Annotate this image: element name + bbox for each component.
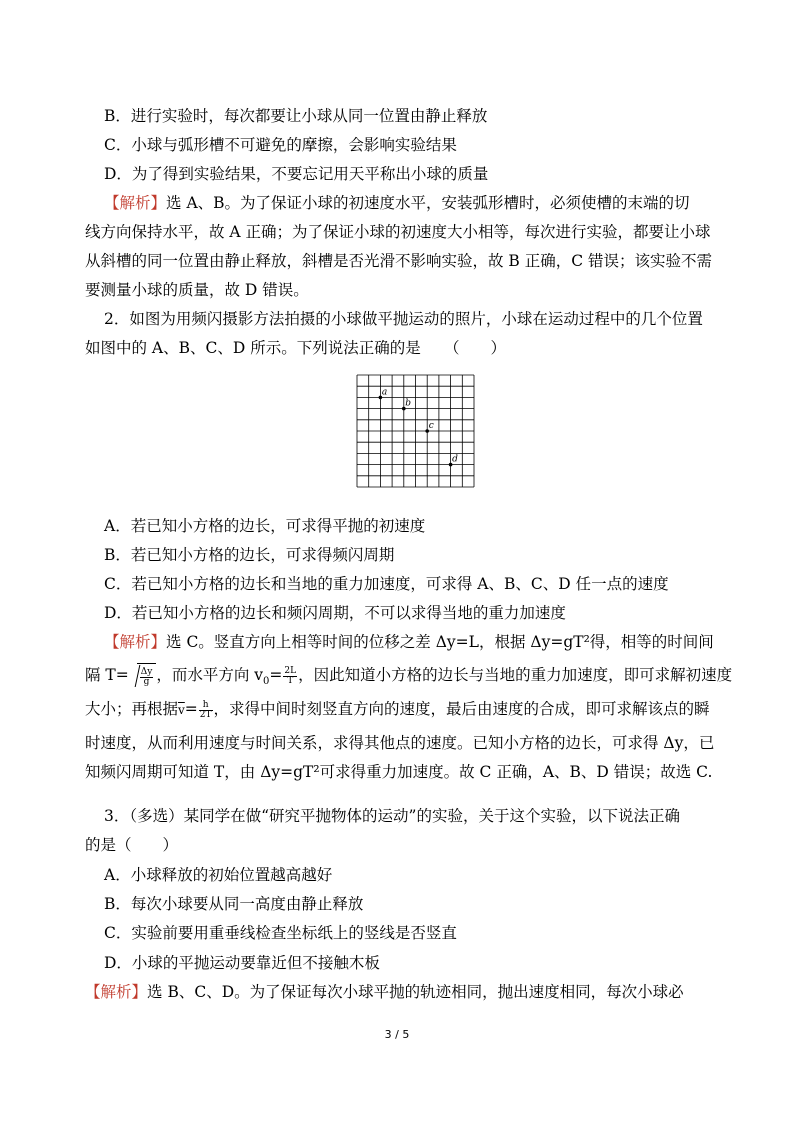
point-label-b: b [405, 398, 412, 409]
q1-explanation-line-1: 【解析】选 A、B。为了保证小球的初速度水平，安装弧形槽时，必须使槽的末端的切 [104, 194, 690, 212]
q3-stem-line-2: 的是（ ） [85, 836, 179, 854]
q1-explanation-line-2: 线方向保持水平，故 A 正确；为了保证小球的初速度大小相等，每次进行实验，都要让小球 [85, 223, 711, 241]
q2-stem-line-1: 2．如图为用频闪摄影方法拍摄的小球做平抛运动的照片，小球在运动过程中的几个位置 [104, 310, 703, 328]
q2-option-d: D．若已知小方格的边长和频闪周期，不可以求得当地的重力加速度 [104, 604, 566, 622]
q1-explanation-line-3: 从斜槽的同一位置由静止释放，斜槽是否光滑不影响实验，故 B 正确，C 错误；该实验不需 [85, 252, 713, 270]
analysis-tag: 【解析】 [104, 633, 167, 651]
q2-option-a: A．若已知小方格的边长，可求得平抛的初速度 [104, 517, 426, 535]
q2-explanation-line-5: 知频闪周期可知道 T，由 Δy=gT²可求得重力加速度。故 C 正确，A、B、D 错误；故选 C. [85, 763, 713, 781]
grid-figure-svg [356, 374, 475, 488]
fraction-h-2t: $\frac{h}{2T}$ [199, 699, 212, 720]
q3-stem-line-1: 3．（多选）某同学在做“研究平抛物体的运动”的实验，关于这个实验，以下说法正确 [104, 807, 680, 825]
q2-explanation-line-2: 隔 T= $\frac{\Delta y}{g}$ ，而水平方向 $v_0=$ $\frac{2L}{T}$ ，因此知道小方格的边长与当地的重力加速度，即可求解初速度 [85, 662, 732, 695]
page-number: 3 / 5 [384, 1028, 410, 1041]
point-label-d: d [452, 454, 458, 465]
q3-option-b: B．每次小球要从同一高度由静止释放 [104, 895, 364, 913]
q3-explanation-line-1: 【解析】选 B、C、D。为了保证每次小球平抛的轨迹相同，抛出速度相同，每次小球必 [85, 983, 684, 1001]
q2-option-c: C．若已知小方格的边长和当地的重力加速度，可求得 A、B、C、D 任一点的速度 [104, 575, 669, 593]
q3-option-c: C．实验前要用重垂线检查坐标纸上的竖线是否竖直 [104, 924, 457, 942]
point-label-a: a [381, 387, 388, 398]
q2-explanation-line-1: 【解析】选 C。竖直方向上相等时间的位移之差 Δy=L，根据 Δy=gT²得，相等的时间间 [104, 633, 714, 651]
fraction-2l-t: $\frac{2L}{T}$ [284, 665, 297, 686]
q1-option-b: B．进行实验时，每次都要让小球从同一位置由静止释放 [104, 107, 488, 125]
point-label-c: c [428, 421, 434, 431]
q2-explanation-line-3: 大小；再根据$\overline{v}=$ $\frac{h}{2T}$ ，求得中间时刻竖直方向的速度，最后由速度的合成，即可求解该点的瞬 [85, 699, 710, 720]
q2-stem-line-2: 如图中的 A、B、C、D 所示。下列说法正确的是 （ ） [85, 339, 506, 357]
q1-option-d: D．为了得到实验结果，不要忘记用天平称出小球的质量 [104, 165, 489, 183]
q1-option-c: C．小球与弧形槽不可避免的摩擦，会影响实验结果 [104, 136, 457, 154]
analysis-tag: 【解析】 [85, 983, 148, 1001]
q3-option-d: D．小球的平抛运动要靠近但不接触木板 [104, 954, 380, 972]
grid-figure [356, 374, 475, 488]
analysis-tag: 【解析】 [104, 194, 167, 212]
q2-option-b: B．若已知小方格的边长，可求得频闪周期 [104, 546, 395, 564]
q2-explanation-line-4: 时速度，从而利用速度与时间关系，求得其他点的速度。已知小方格的边长，可求得 Δy，已 [85, 734, 715, 752]
q1-explanation-line-4: 要测量小球的质量，故 D 错误。 [85, 281, 309, 299]
sqrt-expression: $\frac{\Delta y}{g}$ [129, 663, 157, 690]
q3-option-a: A．小球释放的初始位置越高越好 [104, 866, 333, 884]
